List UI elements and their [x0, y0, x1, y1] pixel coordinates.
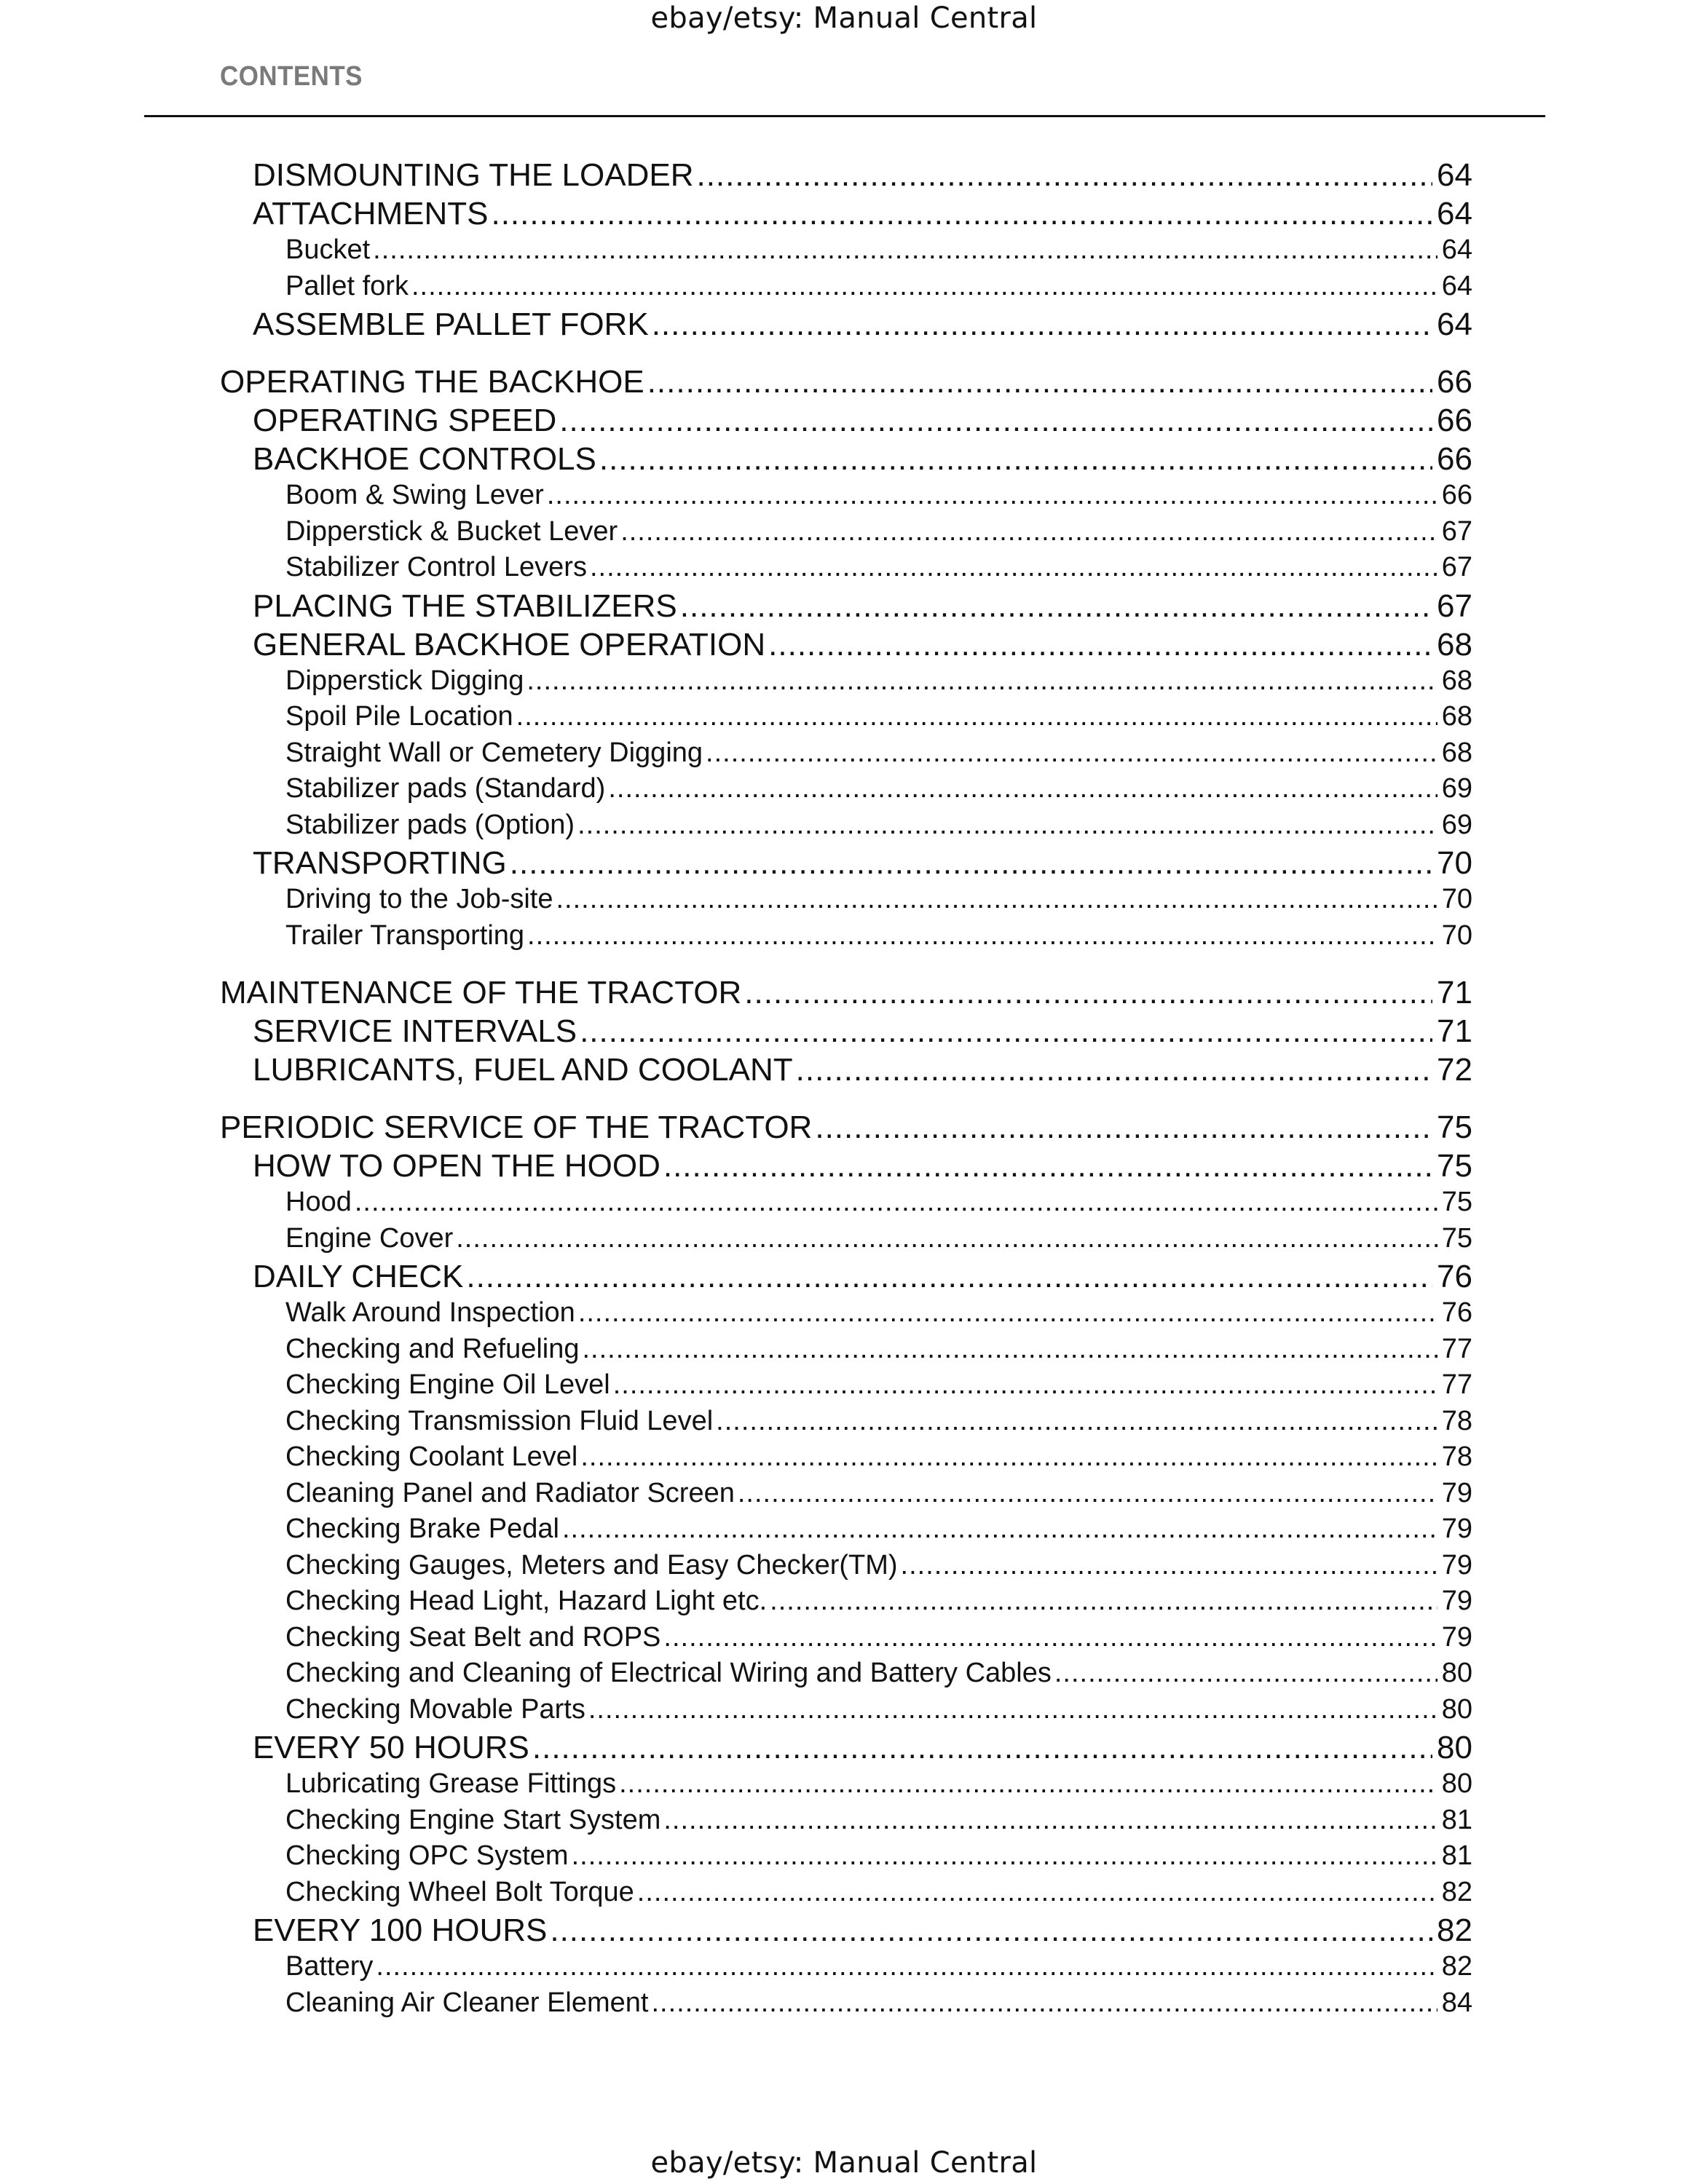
toc-entry-page: 64	[1437, 157, 1472, 193]
toc-entry	[0, 1148, 1472, 1187]
toc-entry-title: TRANSPORTING	[253, 845, 507, 881]
toc-leader-dots	[663, 1148, 1432, 1184]
toc-entry	[0, 1478, 1472, 1514]
toc-entry-title: MAINTENANCE OF THE TRACTOR	[220, 975, 742, 1010]
toc-entry-page: 69	[1441, 773, 1472, 804]
toc-entry	[0, 1622, 1472, 1658]
toc-entry	[0, 1805, 1472, 1841]
toc-leader-dots	[556, 884, 1437, 915]
toc-entry-page: 75	[1441, 1222, 1472, 1254]
toc-entry-page: 75	[1441, 1187, 1472, 1217]
toc-leader-dots	[815, 1109, 1432, 1146]
toc-leader-dots	[716, 1406, 1437, 1437]
toc-leader-dots	[411, 271, 1437, 302]
toc-entry-page: 72	[1437, 1052, 1472, 1088]
toc-entry	[0, 271, 1472, 307]
toc-entry-page: 80	[1441, 1693, 1472, 1725]
section-label: CONTENTS	[220, 61, 363, 92]
toc-leader-dots	[510, 845, 1432, 882]
toc-leader-dots	[663, 1622, 1437, 1653]
toc-entry-title: Driving to the Job-site	[285, 884, 553, 914]
toc-entry	[0, 1768, 1472, 1805]
toc-entry-page: 82	[1437, 1912, 1472, 1948]
toc-leader-dots	[706, 737, 1437, 769]
toc-entry	[0, 1052, 1472, 1091]
toc-entry-title: Checking and Cleaning of Electrical Wiring and Battery Cables	[285, 1658, 1052, 1688]
toc-entry-title: DISMOUNTING THE LOADER	[253, 157, 694, 193]
toc-entry-title: GENERAL BACKHOE OPERATION	[253, 626, 766, 662]
toc-entry-title: Engine Cover	[285, 1222, 454, 1254]
toc-entry-title: ATTACHMENTS	[253, 196, 489, 232]
toc-leader-dots	[619, 1768, 1437, 1800]
toc-entry	[0, 1406, 1472, 1442]
toc-entry	[0, 1658, 1472, 1694]
toc-entry-title: Cleaning Panel and Radiator Screen	[285, 1477, 735, 1508]
toc-leader-dots	[796, 1052, 1432, 1088]
toc-leader-dots	[768, 627, 1432, 663]
toc-entry-title: SERVICE INTERVALS	[253, 1013, 577, 1049]
toc-entry-title: Checking OPC System	[285, 1840, 569, 1871]
toc-entry	[0, 364, 1472, 403]
toc-leader-dots	[491, 196, 1432, 232]
toc-entry-page: 66	[1437, 364, 1472, 400]
toc-entry	[0, 737, 1472, 774]
toc-entry-page: 66	[1437, 441, 1472, 477]
toc-entry-page: 77	[1441, 1369, 1472, 1400]
toc-entry	[0, 627, 1472, 665]
header-rule	[144, 115, 1545, 117]
toc-entry-page: 80	[1437, 1730, 1472, 1765]
toc-entry-title: Boom & Swing Lever	[285, 480, 544, 510]
toc-leader-dots	[373, 234, 1437, 266]
toc-leader-dots	[355, 1187, 1437, 1218]
toc-entry-page: 70	[1441, 919, 1472, 951]
toc-entry-page: 80	[1441, 1768, 1472, 1799]
toc-entry-page: 67	[1441, 515, 1472, 547]
toc-entry-title: Pallet fork	[285, 270, 409, 301]
toc-entry-page: 79	[1441, 1549, 1472, 1580]
toc-entry-title: Checking Coolant Level	[285, 1441, 578, 1472]
toc-entry	[0, 1441, 1472, 1478]
toc-leader-dots	[532, 1730, 1432, 1766]
toc-entry-title: Checking Head Light, Hazard Light etc.	[285, 1586, 768, 1616]
toc-leader-dots	[613, 1369, 1437, 1401]
toc-entry-title: Dipperstick & Bucket Lever	[285, 515, 618, 547]
toc-entry-page: 68	[1441, 701, 1472, 732]
toc-entry-page: 76	[1441, 1297, 1472, 1328]
toc-entry	[0, 1912, 1472, 1951]
toc-entry-page: 75	[1437, 1109, 1472, 1145]
toc-leader-dots	[696, 157, 1432, 194]
toc-leader-dots	[559, 403, 1432, 439]
toc-entry-page: 70	[1437, 845, 1472, 881]
toc-leader-dots	[652, 306, 1432, 343]
toc-entry	[0, 1730, 1472, 1768]
toc-entry-title: PERIODIC SERVICE OF THE TRACTOR	[220, 1109, 813, 1145]
toc-entry-page: 78	[1441, 1441, 1472, 1472]
toc-entry-page: 69	[1441, 809, 1472, 840]
toc-entry-title: Battery	[285, 1951, 374, 1982]
toc-entry	[0, 810, 1472, 846]
toc-entry-title: Hood	[285, 1187, 352, 1217]
toc-entry-page: 66	[1441, 480, 1472, 510]
toc-entry	[0, 1223, 1472, 1259]
toc-leader-dots	[744, 975, 1432, 1011]
toc-entry-title: HOW TO OPEN THE HOOD	[253, 1148, 660, 1184]
toc-entry	[0, 441, 1472, 480]
toc-entry-title: Checking Engine Oil Level	[285, 1369, 610, 1400]
toc-entry	[0, 920, 1472, 957]
toc-entry-page: 71	[1437, 975, 1472, 1010]
toc-leader-dots	[590, 552, 1437, 583]
toc-leader-dots	[588, 1694, 1437, 1725]
toc-entry-page: 75	[1437, 1148, 1472, 1184]
toc-entry-page: 81	[1441, 1804, 1472, 1835]
toc-leader-dots	[547, 480, 1437, 511]
toc-entry-title: Bucket	[285, 234, 371, 265]
watermark-top: ebay/etsy: Manual Central	[650, 1, 1038, 35]
toc-entry	[0, 773, 1472, 810]
toc-entry-page: 82	[1441, 1876, 1472, 1907]
toc-leader-dots	[599, 441, 1432, 478]
toc-entry-title: ASSEMBLE PALLET FORK	[253, 306, 649, 342]
toc-entry-page: 76	[1437, 1259, 1472, 1294]
toc-entry-title: OPERATING SPEED	[253, 403, 557, 438]
toc-leader-dots	[647, 364, 1432, 400]
toc-entry	[0, 884, 1472, 920]
toc-entry	[0, 701, 1472, 737]
toc-entry-title: DAILY CHECK	[253, 1259, 464, 1294]
toc-entry-title: Checking Engine Start System	[285, 1804, 661, 1835]
toc-entry-title: Trailer Transporting	[285, 919, 525, 951]
table-of-contents	[0, 157, 1688, 2023]
toc-entry-title: OPERATING THE BACKHOE	[220, 364, 644, 400]
toc-entry-page: 68	[1437, 626, 1472, 662]
toc-entry-title: PLACING THE STABILIZERS	[253, 587, 677, 624]
toc-entry-page: 66	[1437, 403, 1472, 438]
toc-entry-title: Checking Transmission Fluid Level	[285, 1405, 714, 1436]
toc-entry	[0, 1694, 1472, 1730]
toc-entry-title: Checking Brake Pedal	[285, 1514, 559, 1544]
toc-entry-page: 78	[1441, 1405, 1472, 1436]
toc-entry-title: EVERY 100 HOURS	[253, 1912, 548, 1948]
toc-entry-title: Checking Wheel Bolt Torque	[285, 1876, 634, 1907]
toc-entry-page: 64	[1437, 306, 1472, 342]
toc-entry-title: EVERY 50 HOURS	[253, 1730, 529, 1765]
toc-entry	[0, 1109, 1472, 1148]
toc-entry-page: 64	[1441, 270, 1472, 301]
toc-leader-dots	[738, 1478, 1437, 1509]
toc-leader-dots	[527, 920, 1437, 951]
toc-entry-title: Checking and Refueling	[285, 1333, 580, 1364]
toc-entry-page: 70	[1441, 884, 1472, 914]
toc-entry-page: 71	[1437, 1013, 1472, 1049]
toc-entry	[0, 157, 1472, 196]
toc-leader-dots	[550, 1912, 1432, 1949]
toc-entry-page: 80	[1441, 1658, 1472, 1688]
toc-entry-page: 67	[1441, 552, 1472, 582]
toc-entry	[0, 403, 1472, 441]
toc-entry	[0, 1514, 1472, 1550]
toc-leader-dots	[1054, 1658, 1437, 1689]
toc-entry	[0, 588, 1472, 627]
toc-leader-dots	[516, 701, 1437, 732]
toc-entry-page: 68	[1441, 665, 1472, 696]
toc-leader-dots	[572, 1840, 1437, 1872]
toc-entry	[0, 1259, 1472, 1297]
toc-leader-dots	[637, 1877, 1437, 1908]
toc-entry	[0, 975, 1472, 1013]
toc-leader-dots	[663, 1805, 1437, 1836]
toc-leader-dots	[526, 665, 1437, 697]
toc-entry	[0, 1369, 1472, 1406]
toc-leader-dots	[578, 1297, 1437, 1329]
toc-entry-page: 79	[1441, 1586, 1472, 1616]
toc-entry-page: 67	[1437, 587, 1472, 624]
toc-entry-page: 79	[1441, 1621, 1472, 1653]
toc-entry-page: 79	[1441, 1514, 1472, 1544]
toc-entry-title: Walk Around Inspection	[285, 1297, 575, 1328]
toc-entry-title: Lubricating Grease Fittings	[285, 1768, 617, 1799]
toc-entry-title: Spoil Pile Location	[285, 701, 513, 732]
toc-entry	[0, 665, 1472, 702]
toc-entry-title: Stabilizer pads (Option)	[285, 809, 575, 840]
toc-leader-dots	[376, 1951, 1437, 1982]
toc-leader-dots	[562, 1514, 1437, 1545]
toc-entry	[0, 480, 1472, 516]
toc-entry-page: 64	[1437, 196, 1472, 232]
toc-entry-page: 79	[1441, 1477, 1472, 1508]
toc-leader-dots	[620, 516, 1437, 547]
toc-entry-page: 81	[1441, 1840, 1472, 1871]
toc-entry	[0, 1334, 1472, 1370]
toc-entry-page: 64	[1441, 234, 1472, 265]
toc-entry	[0, 1586, 1472, 1622]
toc-leader-dots	[901, 1550, 1437, 1581]
toc-entry	[0, 1550, 1472, 1586]
toc-entry-title: Stabilizer Control Levers	[285, 552, 587, 582]
toc-leader-dots	[583, 1334, 1437, 1365]
toc-leader-dots	[580, 1013, 1432, 1050]
toc-leader-dots	[652, 1987, 1437, 2019]
toc-entry	[0, 1840, 1472, 1877]
toc-entry-title: Stabilizer pads (Standard)	[285, 773, 606, 804]
toc-entry-title: Checking Seat Belt and ROPS	[285, 1621, 661, 1653]
toc-entry	[0, 1877, 1472, 1913]
toc-entry	[0, 306, 1472, 345]
toc-entry	[0, 1187, 1472, 1223]
toc-leader-dots	[466, 1259, 1432, 1295]
watermark-bottom: ebay/etsy: Manual Central	[650, 2146, 1038, 2180]
toc-entry	[0, 516, 1472, 553]
toc-entry	[0, 1951, 1472, 1987]
toc-entry-title: Checking Movable Parts	[285, 1693, 585, 1725]
toc-entry-page: 68	[1441, 737, 1472, 768]
toc-leader-dots	[608, 773, 1437, 804]
toc-entry	[0, 234, 1472, 271]
toc-entry-title: BACKHOE CONTROLS	[253, 441, 596, 477]
toc-leader-dots	[580, 1441, 1437, 1473]
toc-entry-title: LUBRICANTS, FUEL AND COOLANT	[253, 1052, 793, 1088]
toc-entry-title: Dipperstick Digging	[285, 665, 524, 696]
toc-entry	[0, 552, 1472, 588]
toc-entry-page: 82	[1441, 1951, 1472, 1982]
toc-entry-title: Straight Wall or Cemetery Digging	[285, 737, 703, 768]
toc-entry-page: 84	[1441, 1987, 1472, 2018]
toc-entry	[0, 1987, 1472, 2024]
toc-entry	[0, 1013, 1472, 1052]
toc-leader-dots	[680, 588, 1432, 625]
toc-leader-dots	[770, 1586, 1437, 1617]
toc-entry-title: Cleaning Air Cleaner Element	[285, 1987, 649, 2018]
toc-entry	[0, 196, 1472, 234]
toc-leader-dots	[456, 1223, 1437, 1254]
toc-entry-page: 77	[1441, 1333, 1472, 1364]
toc-entry	[0, 845, 1472, 884]
toc-leader-dots	[577, 810, 1437, 841]
toc-entry	[0, 1297, 1472, 1334]
toc-entry-title: Checking Gauges, Meters and Easy Checker(TM)	[285, 1549, 898, 1580]
